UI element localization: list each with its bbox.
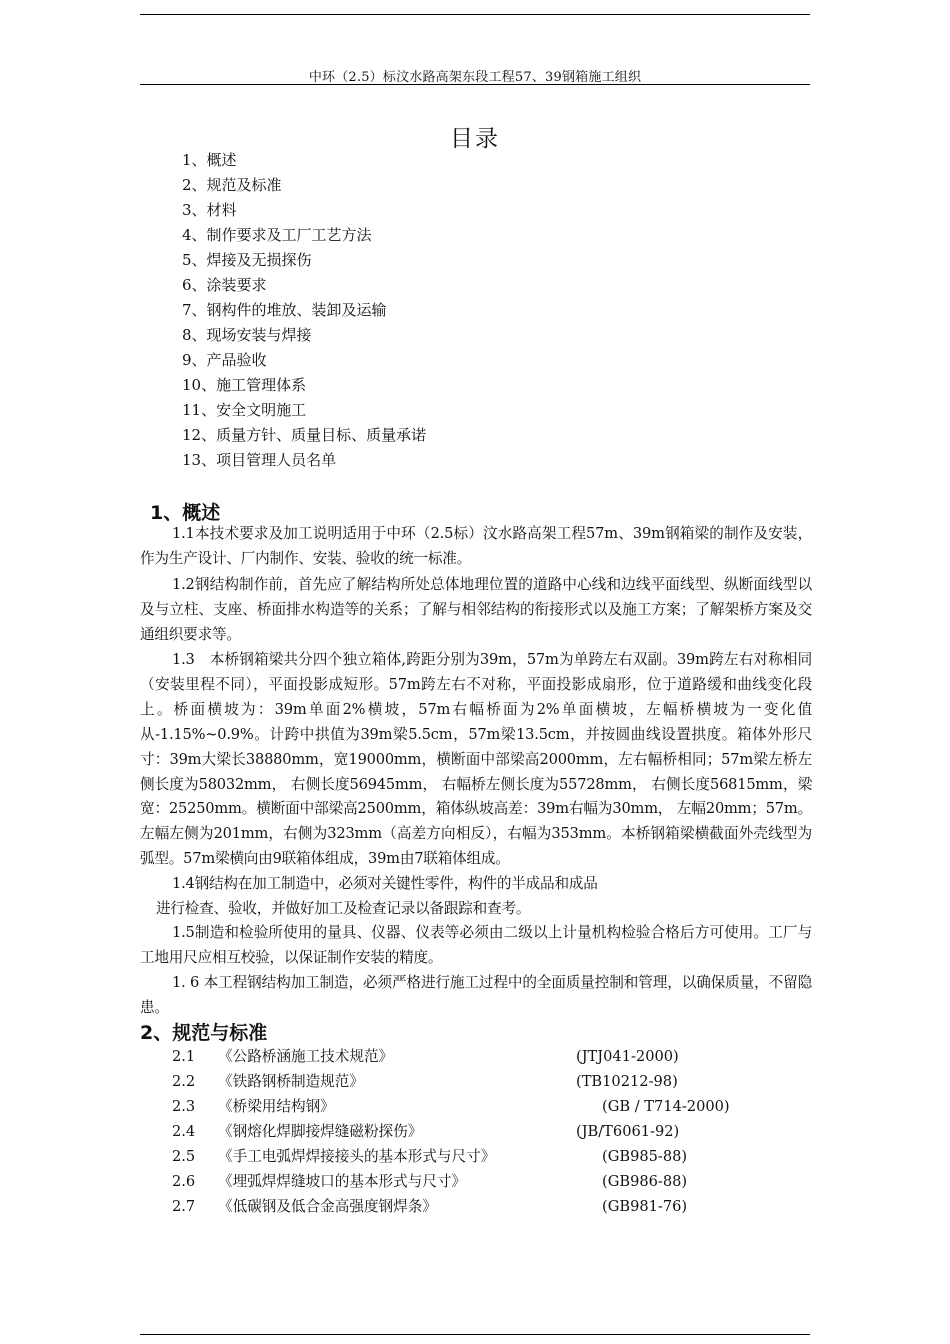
standard-name: 《手工电弧焊焊接接头的基本形式与尺寸》: [218, 1148, 496, 1165]
toc-item: 5、焊接及无损探伤: [182, 251, 312, 269]
toc-item: 9、产品验收: [182, 351, 267, 369]
standard-name: 《钢熔化焊脚接焊缝磁粉探伤》: [218, 1123, 423, 1140]
paragraph-1-4: 1.4钢结构在加工制造中，必须对关键性零件，构件的半成品和成品: [172, 875, 598, 892]
toc-title: 目录: [450, 126, 500, 152]
section-heading-standards: 2、规范与标准: [140, 1022, 268, 1044]
paragraph-1-3: 1.3 本桥钢箱梁共分四个独立箱体,跨距分别为39m，57m为单跨左右双副。39m跨左右对称相同（安装里程不同），平面投影成短形。57m跨左右不对称，平面投影成扇形，位于道路缓和曲线变化段上。桥面横坡为：39m单面2%横坡，57m右幅桥面为2%单面横坡，左幅桥横坡为一变化值从-1.15%~0.9%。计跨中拱值为39m梁5.5cm，57m梁13.5cm，并按圆曲线设置拱度。箱体外形尺寸：39m大梁长38880mm，宽19000mm，横断面中部梁高2000mm，左右幅桥相同；57m梁左桥左侧长度为58032mm， 右侧长度56945mm， 右幅桥左侧长度为55728mm， 右侧长度56815mm，梁宽：25250mm。横断面中部梁高2500mm，箱体纵坡高差：39m右幅为30mm， 左幅20mm；57m。左幅左侧为201mm，右侧为323mm（高差方向相反），右幅为353mm。本桥钢箱梁横截面外壳线型为弧型。57m梁横向由9联箱体组成，39m由7联箱体组成。: [140, 651, 812, 868]
standard-name: 《埋弧焊焊缝坡口的基本形式与尺寸》: [218, 1173, 467, 1190]
toc-item: 12、质量方针、质量目标、质量承诺: [182, 426, 427, 444]
standard-code: (GB986-88): [602, 1173, 688, 1190]
standard-number: 2.2: [172, 1073, 196, 1090]
standard-code: (TB10212-98): [576, 1073, 678, 1090]
standard-code: (GB / T714-2000): [602, 1098, 730, 1115]
toc-item: 3、材料: [182, 201, 237, 219]
toc-item: 8、现场安装与焊接: [182, 326, 312, 344]
page-header: 中环（2.5）标汶水路高架东段工程57、39钢箱施工组织: [308, 70, 642, 85]
standard-name: 《低碳钢及低合金高强度钢焊条》: [218, 1198, 437, 1215]
standard-code: (GB985-88): [602, 1148, 688, 1165]
standard-number: 2.7: [172, 1198, 196, 1215]
toc-item: 7、钢构件的堆放、装卸及运输: [182, 301, 387, 319]
toc-item: 4、制作要求及工厂工艺方法: [182, 226, 372, 244]
standard-number: 2.6: [172, 1173, 196, 1190]
standard-name: 《桥梁用结构钢》: [218, 1098, 335, 1115]
toc-item: 1、概述: [182, 151, 237, 169]
toc-item: 10、施工管理体系: [182, 376, 307, 394]
top-rule: [140, 14, 810, 15]
standard-name: 《铁路钢桥制造规范》: [218, 1073, 364, 1090]
paragraph-1-4-continued: 进行检查、验收，并做好加工及检查记录以备跟踪和查考。: [156, 900, 531, 917]
toc-item: 6、涂装要求: [182, 276, 267, 294]
paragraph-1-6: 1. 6 本工程钢结构加工制造，必须严格进行施工过程中的全面质量控制和管理，以确保质量，不留隐患。: [140, 974, 812, 1016]
toc-item: 13、项目管理人员名单: [182, 451, 337, 469]
standard-number: 2.5: [172, 1148, 196, 1165]
standard-number: 2.3: [172, 1098, 196, 1115]
paragraph-1-2: 1.2钢结构制作前，首先应了解结构所处总体地理位置的道路中心线和边线平面线型、纵断面线型以及与立柱、支座、桥面排水构造等的关系；了解与相邻结构的衔接形式以及施工方案；了解架桥方案及交通组织要求等。: [140, 576, 812, 643]
standard-number: 2.4: [172, 1123, 196, 1140]
paragraph-1-5: 1.5制造和检验所使用的量具、仪器、仪表等必须由二级以上计量机构检验合格后方可使用。工厂与工地用尺应相互校验，以保证制作安装的精度。: [140, 924, 812, 966]
section-heading-overview: 1、概述: [150, 502, 221, 524]
standard-number: 2.1: [172, 1048, 196, 1065]
standard-code: (JB/T6061-92): [576, 1123, 680, 1140]
toc-item: 2、规范及标准: [182, 176, 282, 194]
standard-name: 《公路桥涵施工技术规范》: [218, 1048, 394, 1065]
footer-rule: [140, 1334, 810, 1335]
paragraph-1-1: 1.1本技术要求及加工说明适用于中环（2.5标）汶水路高架工程57m、39m钢箱梁的制作及安装，作为生产设计、厂内制作、安装、验收的统一标准。: [140, 525, 812, 567]
toc-item: 11、安全文明施工: [182, 401, 307, 419]
header-rule: [140, 84, 810, 85]
standard-code: (JTJ041-2000): [576, 1048, 679, 1065]
standard-code: (GB981-76): [602, 1198, 688, 1215]
